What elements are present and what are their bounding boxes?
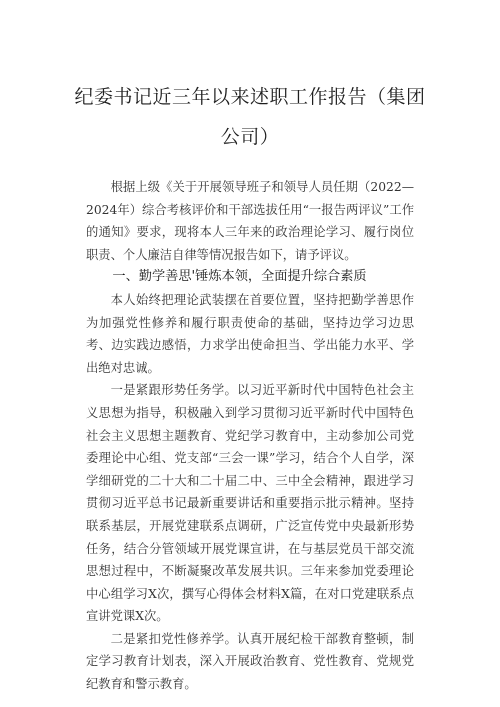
intro-paragraph: 根据上级《关于开展领导班子和领导人员任期（2022—2024年）综合考核评价和干部选拔任用“一报告两评议”工作的通知》要求，现将本人三年来的政治理论学习、履行岗位职责、个人廉洁自律等情况报告如下，请予评议。	[86, 180, 414, 262]
section-1-heading: 一、勤学善思'锤炼本领，全面提升综合素质	[112, 269, 367, 285]
document-title-line-1: 纪委书记近三年以来述职工作报告（集团	[74, 86, 426, 108]
document-body	[86, 176, 414, 696]
document-title-line-2: 公司）	[220, 126, 280, 148]
section-1-paragraph-3: 二是紧扣党性修养学。认真开展纪检干部教育整顿，制定学习教育计划表，深入开展政治教育、党性教育、党规党纪教育和警示教育。	[86, 631, 414, 692]
section-1-paragraph-1: 本人始终把理论武装摆在首要位置，坚持把勤学善思作为加强党性修养和履行职责使命的基础，坚持边学习边思考、边实践边感悟，力求学出使命担当、学出能力水平、学出绝对忠诚。	[86, 292, 414, 375]
section-1-paragraph-2: 一是紧跟形势任务学。以习近平新时代中国特色社会主义思想为指导，积极融入到学习贯彻习近平新时代中国特色社会主义思想主题教育、党纪学习教育中，主动参加公司党委理论中心组、党支部“三会一课”学习，结合个人自学，深学细研党的二十大和二十届二中、三中全会精神，跟进学习贯彻习近平总书记最新重要讲话和重要指示批示精神。坚持联系基层，开展党建联系点调研，广泛宣传党中央最新形势任务，结合分管领域开展党课宣讲，在与基层党员干部交流思想过程中，不断凝聚改革发展共识。三年来参加党委理论中心组学习X次，撰写心得体会材料X篇，在对口党建联系点宣讲党课X次。	[86, 383, 414, 624]
